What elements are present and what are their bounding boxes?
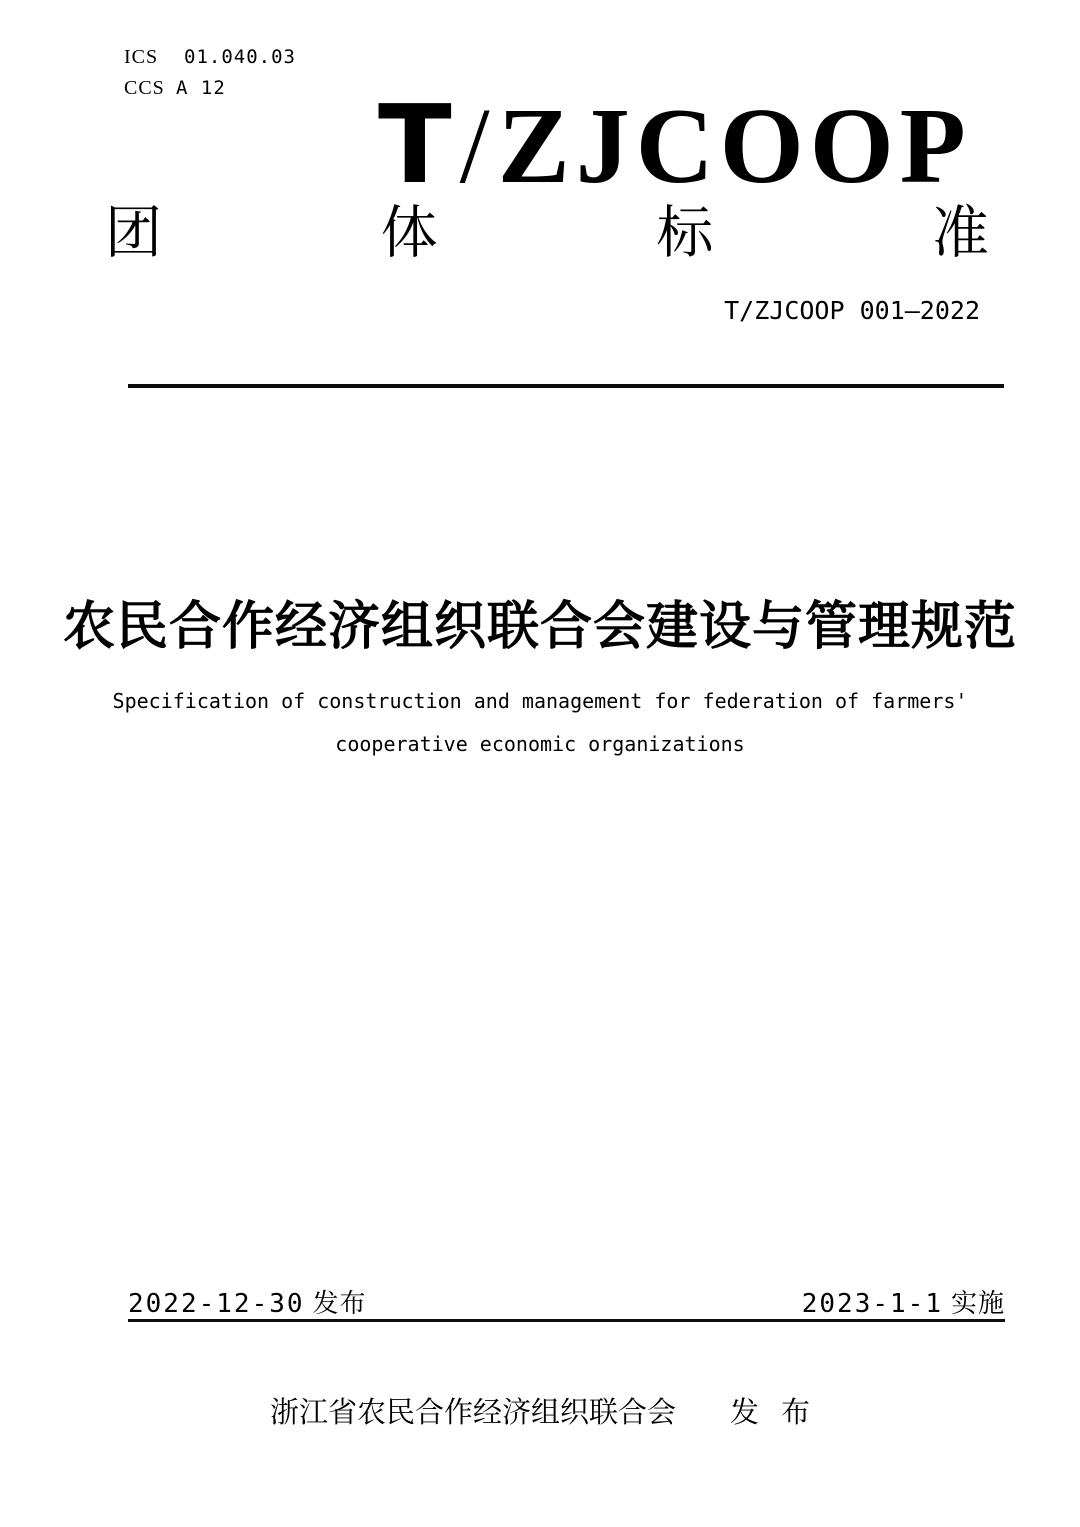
header-rule bbox=[128, 384, 1004, 388]
issue-date: 2022-12-30 bbox=[128, 1289, 305, 1319]
footer-rule bbox=[128, 1319, 1005, 1322]
banner-char: 准 bbox=[931, 201, 989, 265]
ics-value: 01.040.03 bbox=[184, 46, 296, 68]
issue-date-label: 发布 bbox=[312, 1288, 367, 1318]
document-title-en-line2: cooperative economic organizations bbox=[335, 732, 745, 756]
banner-char: 体 bbox=[380, 201, 438, 265]
banner-char: 标 bbox=[656, 201, 714, 265]
ics-code-row bbox=[124, 42, 296, 73]
logotype-prefix: T bbox=[378, 83, 458, 208]
document-title-zh: 农民合作经济组织联合会建设与管理规范 bbox=[62, 598, 1017, 656]
logotype-slash: / bbox=[459, 87, 496, 206]
dates-row bbox=[128, 1283, 1005, 1320]
standard-body-logotype bbox=[378, 83, 972, 208]
logotype-body: ZJCOOP bbox=[497, 87, 972, 206]
implementation-date-label: 实施 bbox=[950, 1288, 1005, 1318]
publish-action-label: 发 布 bbox=[729, 1397, 811, 1429]
document-title-en-line1: Specification of construction and management for federation of farmers' bbox=[112, 689, 968, 713]
standard-type-banner bbox=[105, 201, 989, 265]
ccs-label: CCS bbox=[124, 77, 165, 99]
publisher-row bbox=[0, 1390, 1080, 1431]
ccs-code-row bbox=[124, 73, 296, 104]
standard-number: T/ZJCOOP 001—2022 bbox=[724, 296, 980, 325]
banner-char: 团 bbox=[105, 201, 162, 265]
implementation-date: 2023-1-1 bbox=[801, 1289, 943, 1319]
ics-label: ICS bbox=[124, 46, 159, 68]
issue-date-group bbox=[128, 1283, 367, 1320]
publisher-name: 浙江省农民合作经济组织联合会 bbox=[269, 1397, 676, 1429]
document-title-en bbox=[0, 680, 1080, 766]
ccs-value: A 12 bbox=[176, 77, 226, 99]
implementation-date-group bbox=[802, 1283, 1005, 1320]
classification-codes bbox=[124, 42, 296, 104]
